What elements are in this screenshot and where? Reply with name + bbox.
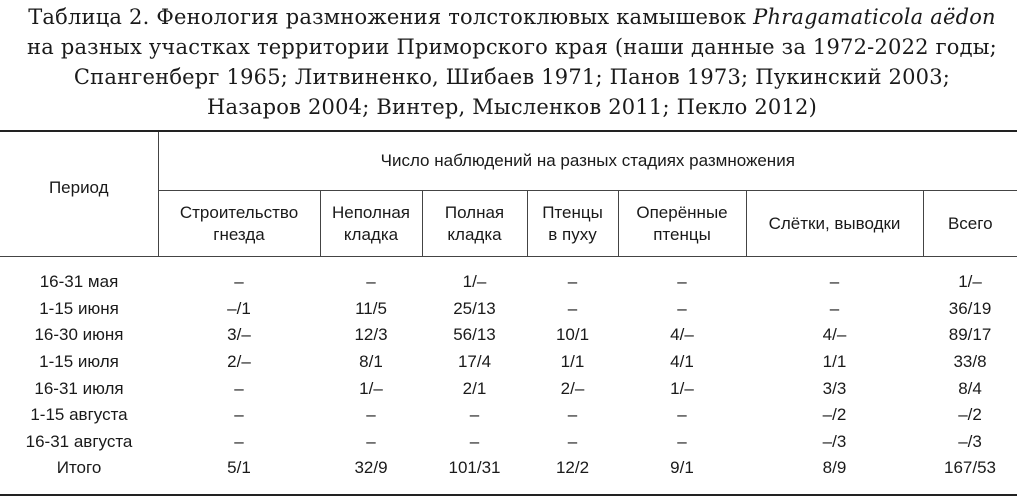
count-cell: 33/8 <box>953 352 987 372</box>
caption-line-2: на разных участках территории Приморского края (наши данные за 1972-2022 годы; <box>27 35 997 59</box>
column-header-incomplete-clutch <box>320 191 422 257</box>
column-header-line: Неполная <box>332 202 410 222</box>
count-cell: –/3 <box>822 431 847 451</box>
count-cell: 2/– <box>560 378 585 398</box>
table-caption <box>0 2 1024 122</box>
count-cell: 56/13 <box>453 325 496 345</box>
count-cell: – <box>677 405 687 425</box>
count-cell: 32/9 <box>354 458 388 478</box>
count-cell: – <box>234 272 244 292</box>
count-cell: – <box>567 272 578 292</box>
column-header-line: в пуху <box>548 224 597 244</box>
count-cell: 3/– <box>227 325 251 345</box>
column-header-downy-chicks <box>527 191 618 257</box>
count-cell: 12/3 <box>354 325 388 345</box>
column-header-line: кладка <box>343 224 399 244</box>
count-cell: 4/1 <box>670 352 694 372</box>
period-cell: 1-15 августа <box>30 405 128 425</box>
count-cell: 3/3 <box>822 378 847 398</box>
count-cell: –/2 <box>958 405 982 425</box>
period-cell: 1-15 июня <box>39 298 119 318</box>
column-header-line: кладка <box>447 224 502 244</box>
count-cell: – <box>829 272 840 292</box>
count-cell: – <box>234 431 244 451</box>
count-cell: – <box>829 298 840 318</box>
count-cell: – <box>567 298 578 318</box>
count-cell: 11/5 <box>355 298 387 318</box>
column-header-building-nest <box>158 191 320 257</box>
count-cell: –/3 <box>958 431 982 451</box>
count-cell: – <box>366 431 376 451</box>
period-cell: 1-15 июля <box>39 352 119 372</box>
table-row <box>0 322 1017 349</box>
count-cell: 17/4 <box>457 352 492 372</box>
count-cell: – <box>234 405 244 425</box>
count-cell: –/2 <box>822 405 847 425</box>
count-cell: 8/9 <box>822 458 847 478</box>
count-cell: 4/– <box>670 325 694 345</box>
period-cell: 16-31 мая <box>39 272 119 292</box>
column-header-line: Птенцы <box>542 202 603 222</box>
count-cell: 2/1 <box>462 378 487 398</box>
column-header-fledglings-broods <box>746 191 923 257</box>
table-row <box>0 429 1017 456</box>
caption-line-1 <box>0 2 1024 32</box>
count-cell: 1/– <box>958 272 982 292</box>
period-cell: Итого <box>56 458 102 478</box>
count-cell: 5/1 <box>227 458 251 478</box>
count-cell: 2/– <box>227 352 251 372</box>
caption-line-3: Спангенберг 1965; Литвиненко, Шибаев 1971; Панов 1973; Пукинский 2003; <box>73 65 951 89</box>
count-cell: 8/4 <box>958 378 982 398</box>
column-header-line: Полная <box>444 202 505 222</box>
column-header-line: гнезда <box>213 224 265 244</box>
column-header-line: Строительство <box>179 202 299 222</box>
count-cell: 1/1 <box>560 352 585 372</box>
count-cell: – <box>567 405 578 425</box>
count-cell: – <box>366 272 376 292</box>
count-cell: 10/1 <box>555 325 590 345</box>
count-cell: –/1 <box>227 298 251 318</box>
count-cell: 9/1 <box>670 458 694 478</box>
count-cell: 4/– <box>822 325 847 345</box>
table-row <box>0 296 1017 323</box>
count-cell: 167/53 <box>944 458 997 478</box>
caption-title: Таблица 2. Фенология размножения толстоклювых камышевок <box>28 5 754 29</box>
count-cell: – <box>677 431 687 451</box>
caption-species-name: Phragamaticola aëdon <box>753 5 996 29</box>
table-row <box>0 375 1017 402</box>
period-cell: 16-31 августа <box>25 431 133 451</box>
count-cell: 1/– <box>670 378 694 398</box>
period-header: Период <box>0 131 158 257</box>
count-cell: – <box>366 405 376 425</box>
count-cell: 1/– <box>462 272 487 292</box>
total-row <box>0 455 1017 482</box>
count-cell: – <box>469 431 480 451</box>
count-cell: – <box>567 431 578 451</box>
count-cell: – <box>677 272 687 292</box>
count-cell: 36/19 <box>948 298 992 318</box>
period-cell: 16-30 июня <box>34 325 124 345</box>
count-cell: 1/1 <box>822 352 847 372</box>
column-header-line: Всего <box>947 213 993 233</box>
count-cell: 12/2 <box>555 458 590 478</box>
table-row <box>0 269 1017 296</box>
count-cell: – <box>677 298 687 318</box>
column-header-feathered-chicks <box>618 191 746 257</box>
stages-group-header: Число наблюдений на разных стадиях размножения <box>158 131 1017 191</box>
period-cell: 16-31 июля <box>34 378 124 398</box>
column-header-line: Оперённые <box>636 202 728 222</box>
phenology-table <box>0 130 1017 496</box>
count-cell: – <box>469 405 480 425</box>
column-header-full-clutch <box>422 191 527 257</box>
table-row <box>0 349 1017 376</box>
caption-line-4: Назаров 2004; Винтер, Мысленков 2011; Пекло 2012) <box>206 95 817 119</box>
count-cell: 1/– <box>359 378 383 398</box>
count-cell: 8/1 <box>359 352 383 372</box>
count-cell: 25/13 <box>453 298 496 318</box>
count-cell: – <box>234 378 244 398</box>
count-cell: 89/17 <box>948 325 992 345</box>
column-header-line: птенцы <box>653 224 711 244</box>
table-row <box>0 402 1017 429</box>
column-header-line: Слётки, выводки <box>768 213 901 233</box>
column-header-total <box>923 191 1017 257</box>
count-cell: 101/31 <box>448 458 501 478</box>
